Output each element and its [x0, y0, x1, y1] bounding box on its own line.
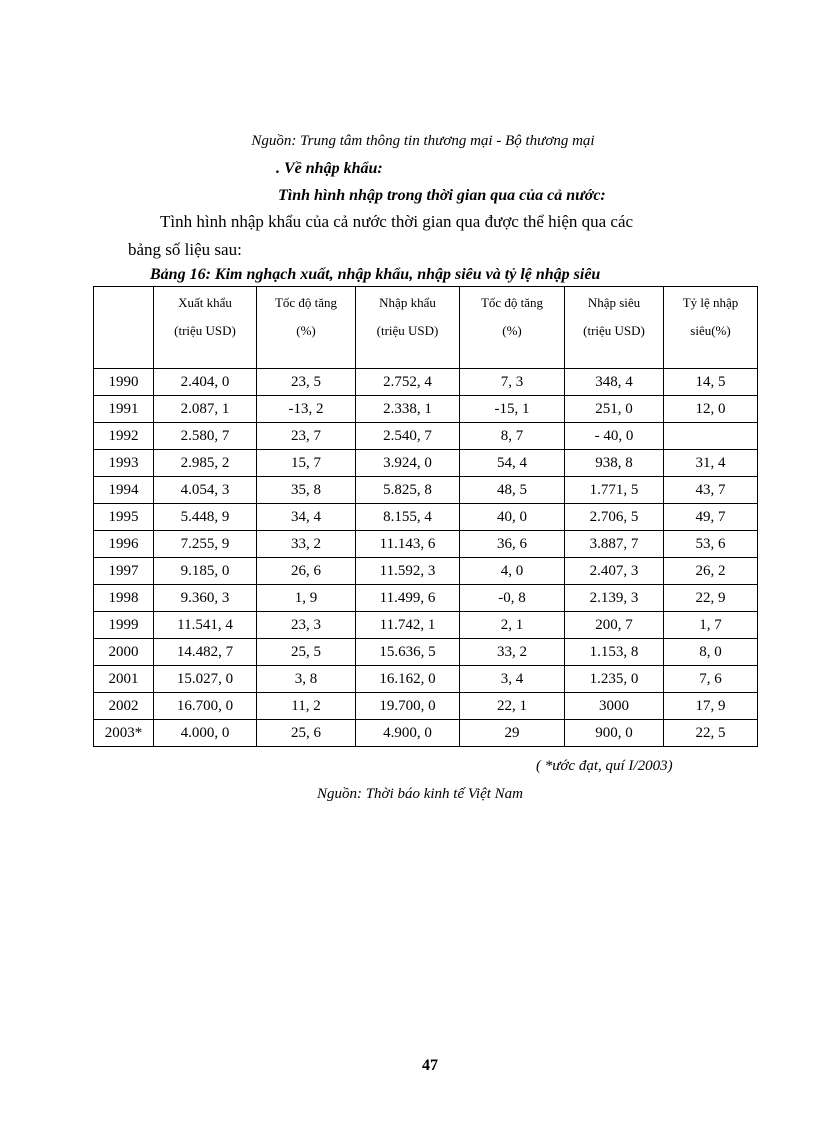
year-cell: 2002 [94, 693, 154, 720]
table-cell: -13, 2 [257, 396, 356, 423]
table-cell: 54, 4 [460, 450, 565, 477]
table-cell: 16.700, 0 [154, 693, 257, 720]
table-row [94, 369, 758, 396]
table-cell: 2.540, 7 [356, 423, 460, 450]
header-line: (%) [502, 323, 522, 338]
data-table [93, 286, 758, 747]
source-note-bottom: Nguồn: Thời báo kinh tế Việt Nam [316, 786, 524, 802]
page-number: 47 [422, 1057, 438, 1074]
year-cell: 1998 [94, 585, 154, 612]
table-cell: -0, 8 [460, 585, 565, 612]
table-row [94, 396, 758, 423]
table-header-row [94, 287, 758, 369]
table-cell: 14.482, 7 [154, 639, 257, 666]
table-cell: 7, 3 [460, 369, 565, 396]
year-cell: 1991 [94, 396, 154, 423]
table-cell: 34, 4 [257, 504, 356, 531]
table-cell: 9.360, 3 [154, 585, 257, 612]
table-cell: 26, 2 [664, 558, 758, 585]
table-cell: 1.771, 5 [565, 477, 664, 504]
table-header-cell [356, 287, 460, 369]
table-cell [664, 423, 758, 450]
table-header-cell [94, 287, 154, 369]
table-header-cell [154, 287, 257, 369]
table-cell: 29 [460, 720, 565, 747]
table-row [94, 585, 758, 612]
table-cell: 1.235, 0 [565, 666, 664, 693]
table-cell: 7, 6 [664, 666, 758, 693]
table-cell: 22, 1 [460, 693, 565, 720]
year-cell: 1995 [94, 504, 154, 531]
table-cell: 4.054, 3 [154, 477, 257, 504]
table-cell: 23, 7 [257, 423, 356, 450]
table-cell: 2.985, 2 [154, 450, 257, 477]
table-cell: 15, 7 [257, 450, 356, 477]
table-cell: 23, 3 [257, 612, 356, 639]
table-cell: 36, 6 [460, 531, 565, 558]
table-cell: 40, 0 [460, 504, 565, 531]
table-row [94, 693, 758, 720]
estimate-note: ( *ước đạt, quí I/2003) [536, 758, 673, 774]
table-cell: 3000 [565, 693, 664, 720]
table-cell: 11.143, 6 [356, 531, 460, 558]
table-cell: 2.580, 7 [154, 423, 257, 450]
header-line: Nhập khẩu [379, 295, 436, 310]
year-cell: 1993 [94, 450, 154, 477]
table-cell: 11, 2 [257, 693, 356, 720]
table-cell: 12, 0 [664, 396, 758, 423]
table-caption: Bảng 16: Kim nghạch xuất, nhập khẩu, nhập siêu và tỷ lệ nhập siêu [150, 266, 601, 283]
table-header-cell [460, 287, 565, 369]
table-cell: 22, 9 [664, 585, 758, 612]
table-cell: 348, 4 [565, 369, 664, 396]
year-cell: 1994 [94, 477, 154, 504]
header-line: (triệu USD) [174, 323, 236, 338]
year-cell: 1997 [94, 558, 154, 585]
table-cell: -15, 1 [460, 396, 565, 423]
table-cell: 8, 7 [460, 423, 565, 450]
table-cell: 4.900, 0 [356, 720, 460, 747]
table-cell: 5.825, 8 [356, 477, 460, 504]
table-cell: 2.139, 3 [565, 585, 664, 612]
table-cell: 8.155, 4 [356, 504, 460, 531]
source-note-top: Nguồn: Trung tâm thông tin thương mại - Bộ thương mại [251, 133, 595, 149]
table-cell: 11.499, 6 [356, 585, 460, 612]
table-header-cell [257, 287, 356, 369]
table-cell: 2, 1 [460, 612, 565, 639]
year-cell: 2000 [94, 639, 154, 666]
table-row [94, 423, 758, 450]
table-cell: 1, 7 [664, 612, 758, 639]
table-cell: 22, 5 [664, 720, 758, 747]
table-cell: 2.407, 3 [565, 558, 664, 585]
section-heading-import: . Về nhập khẩu: [276, 160, 383, 177]
table-row [94, 450, 758, 477]
header-line: Tỷ lệ nhập [682, 295, 739, 310]
table-cell: 26, 6 [257, 558, 356, 585]
table-cell: 4.000, 0 [154, 720, 257, 747]
table-cell: 2.404, 0 [154, 369, 257, 396]
header-line: Tốc độ tăng [274, 295, 338, 310]
year-cell: 1996 [94, 531, 154, 558]
table-row [94, 477, 758, 504]
header-line: (%) [296, 323, 316, 338]
table-cell: 48, 5 [460, 477, 565, 504]
table-cell: 33, 2 [460, 639, 565, 666]
table-row [94, 639, 758, 666]
table-cell: 43, 7 [664, 477, 758, 504]
table-cell: 200, 7 [565, 612, 664, 639]
table-cell: 25, 5 [257, 639, 356, 666]
table-cell: 1, 9 [257, 585, 356, 612]
table-cell: 2.706, 5 [565, 504, 664, 531]
paragraph-line-2: bảng số liệu sau: [128, 240, 242, 259]
table-cell: 23, 5 [257, 369, 356, 396]
table-cell: 900, 0 [565, 720, 664, 747]
year-cell: 1990 [94, 369, 154, 396]
table-cell: 2.087, 1 [154, 396, 257, 423]
header-line: Xuất khẩu [178, 295, 232, 310]
table-cell: 251, 0 [565, 396, 664, 423]
table-cell: 33, 2 [257, 531, 356, 558]
table-cell: 14, 5 [664, 369, 758, 396]
table-cell: 3, 4 [460, 666, 565, 693]
table-cell: 25, 6 [257, 720, 356, 747]
table-cell: 11.541, 4 [154, 612, 257, 639]
table-row [94, 720, 758, 747]
table-cell: 16.162, 0 [356, 666, 460, 693]
paragraph-line-1: Tình hình nhập khẩu của cả nước thời gian qua được thể hiện qua các [160, 212, 634, 231]
subsection-heading: Tình hình nhập trong thời gian qua của cả nước: [278, 187, 606, 204]
table-cell: 938, 8 [565, 450, 664, 477]
table-cell: 19.700, 0 [356, 693, 460, 720]
table-cell: 3.924, 0 [356, 450, 460, 477]
header-line: (triệu USD) [583, 323, 645, 338]
year-cell: 2001 [94, 666, 154, 693]
year-cell: 1999 [94, 612, 154, 639]
table-row [94, 504, 758, 531]
table-cell: 8, 0 [664, 639, 758, 666]
table-cell: 15.636, 5 [356, 639, 460, 666]
table-cell: 11.592, 3 [356, 558, 460, 585]
table-row [94, 558, 758, 585]
table-cell: 3.887, 7 [565, 531, 664, 558]
table-cell: 35, 8 [257, 477, 356, 504]
table-cell: 15.027, 0 [154, 666, 257, 693]
table-cell: 1.153, 8 [565, 639, 664, 666]
header-line: Nhập siêu [587, 295, 641, 310]
table-cell: 5.448, 9 [154, 504, 257, 531]
table-cell: 2.752, 4 [356, 369, 460, 396]
header-line: siêu(%) [690, 323, 731, 338]
table-cell: 3, 8 [257, 666, 356, 693]
table-cell: - 40, 0 [565, 423, 664, 450]
table-row [94, 666, 758, 693]
header-line: Tốc độ tăng [480, 295, 544, 310]
table-cell: 11.742, 1 [356, 612, 460, 639]
table-row [94, 531, 758, 558]
table-cell: 17, 9 [664, 693, 758, 720]
table-cell: 31, 4 [664, 450, 758, 477]
table-cell: 2.338, 1 [356, 396, 460, 423]
year-cell: 1992 [94, 423, 154, 450]
year-cell: 2003* [94, 720, 154, 747]
table-header-cell [565, 287, 664, 369]
table-body [94, 369, 758, 747]
table-cell: 49, 7 [664, 504, 758, 531]
table-row [94, 612, 758, 639]
table-cell: 53, 6 [664, 531, 758, 558]
table-cell: 7.255, 9 [154, 531, 257, 558]
table-cell: 9.185, 0 [154, 558, 257, 585]
table-header-cell [664, 287, 758, 369]
header-line: (triệu USD) [376, 323, 439, 338]
table-cell: 4, 0 [460, 558, 565, 585]
